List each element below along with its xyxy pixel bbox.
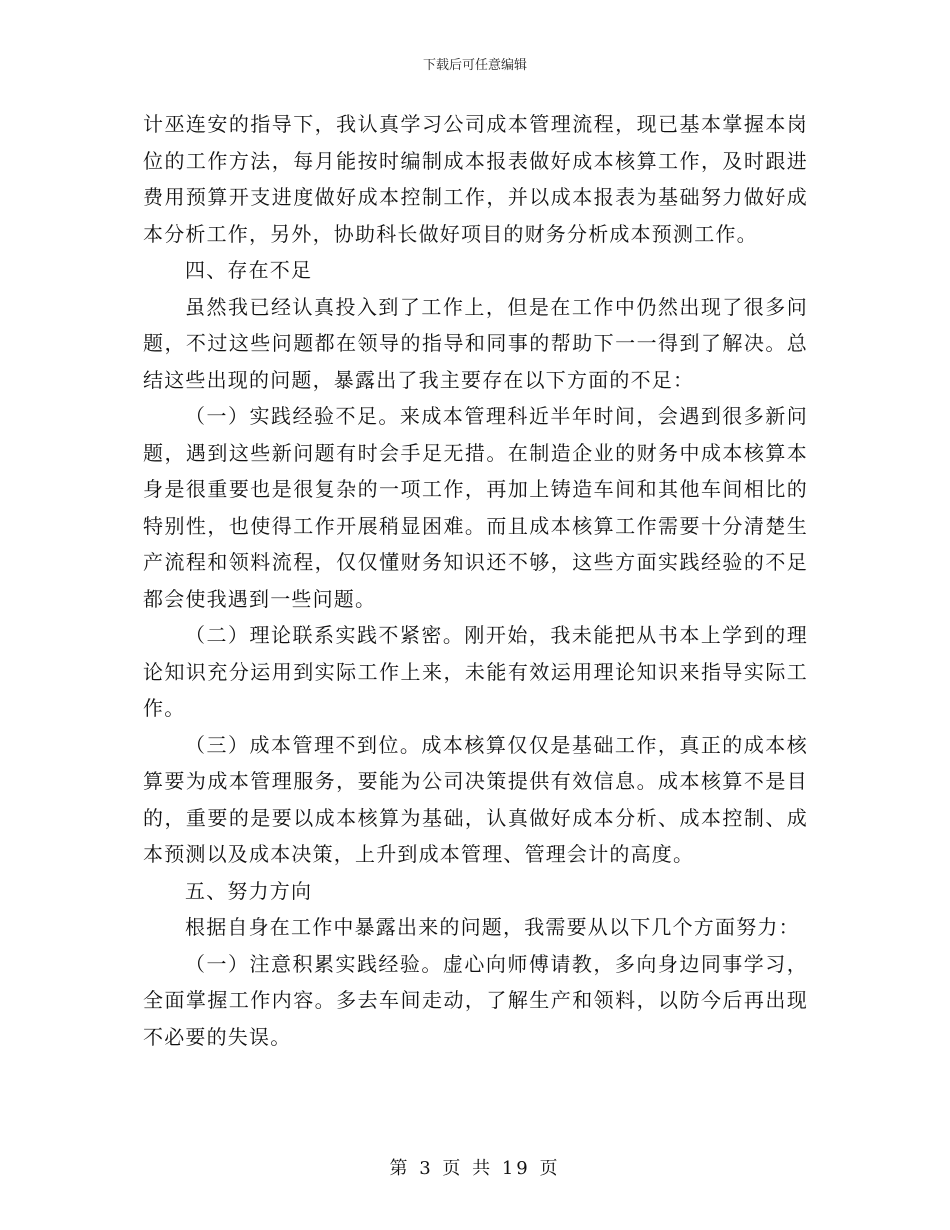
paragraph: （三）成本管理不到位。成本核算仅仅是基础工作，真正的成本核算要为成本管理服务，要能为公司决策提供有效信息。成本核算不是目的，重要的是要以成本核算为基础，认真做好成本分析、成本控制、成本预测以及成本决策，上升到成本管理、管理会计的高度。 [143,732,808,866]
section-heading: 五、努力方向 [185,878,313,903]
section-heading: 四、存在不足 [185,258,313,282]
document-body [143,106,808,1055]
paragraph: 计巫连安的指导下，我认真学习公司成本管理流程，现已基本掌握本岗位的工作方法，每月能按时编制成本报表做好成本核算工作，及时跟进费用预算开支进度做好成本控制工作，并以成本报表为基础努力做好成本分析工作，另外，协助科长做好项目的财务分析成本预测工作。 [143,112,808,246]
page-number-label: 第 3 页 共 19 页 [389,1158,561,1179]
paragraph: （二）理论联系实践不紧密。刚开始，我未能把从书本上学到的理论知识充分运用到实际工作上来，未能有效运用理论知识来指导实际工作。 [143,623,808,720]
paragraph: （一）注意积累实践经验。虚心向师傅请教，多向身边同事学习，全面掌握工作内容。多去车间走动，了解生产和领料，以防今后再出现不必要的失误。 [143,951,808,1049]
page-footer [0,1154,950,1180]
header-note: 下载后可任意编辑 [422,58,527,73]
paragraph: （一）实践经验不足。来成本管理科近半年时间，会遇到很多新问题，遇到这些新问题有时会手足无措。在制造企业的财务中成本核算本身是很重要也是很复杂的一项工作，再加上铸造车间和其他车间相比的特别性，也使得工作开展稍显困难。而且成本核算工作需要十分清楚生产流程和领料流程，仅仅懂财务知识还不够，这些方面实践经验的不足都会使我遇到一些问题。 [143,404,808,611]
paragraph: 根据自身在工作中暴露出来的问题，我需要从以下几个方面努力： [185,915,800,939]
paragraph: 虽然我已经认真投入到了工作上，但是在工作中仍然出现了很多问题，不过这些问题都在领导的指导和同事的帮助下一一得到了解决。总结这些出现的问题，暴露出了我主要存在以下方面的不足： [143,294,808,392]
